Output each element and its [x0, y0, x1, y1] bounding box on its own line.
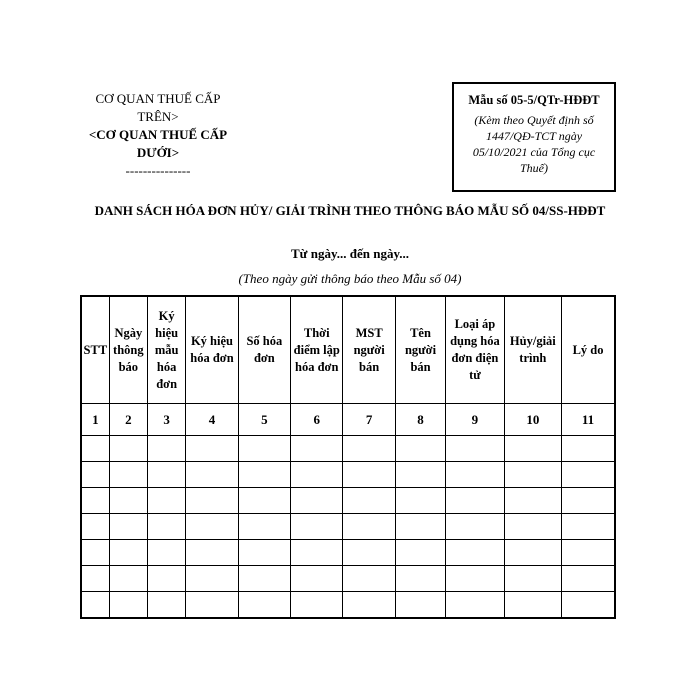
- col-header-seller-name: Tên người bán: [395, 296, 445, 404]
- table-cell: [186, 566, 238, 592]
- table-cell: [186, 540, 238, 566]
- table-cell: [81, 540, 109, 566]
- column-number: 5: [238, 404, 290, 436]
- table-cell: [562, 592, 615, 619]
- form-code-box: [452, 82, 616, 192]
- col-header-issue-time: Thời điểm lập hóa đơn: [291, 296, 343, 404]
- col-header-invoice-number: Số hóa đơn: [238, 296, 290, 404]
- table-cell: [109, 566, 147, 592]
- table-cell: [147, 436, 185, 462]
- form-reference: (Kèm theo Quyết định số 1447/QĐ-TCT ngày 05/10/2021 của Tổng cục Thuế): [472, 113, 596, 175]
- column-number: 2: [109, 404, 147, 436]
- table-cell: [291, 514, 343, 540]
- col-header-stt: STT: [81, 296, 109, 404]
- table-cell: [291, 436, 343, 462]
- table-cell: [446, 566, 504, 592]
- column-number-row: [81, 404, 615, 436]
- form-code: Mẫu số 05-5/QTr-HĐĐT: [468, 93, 600, 107]
- table-cell: [291, 462, 343, 488]
- table-cell: [343, 592, 395, 619]
- table-cell: [238, 592, 290, 619]
- table-cell: [109, 488, 147, 514]
- table-cell: [109, 436, 147, 462]
- table-cell: [446, 592, 504, 619]
- table-cell: [81, 488, 109, 514]
- col-header-cancel-explain: Hủy/giải trình: [504, 296, 561, 404]
- date-range: Từ ngày... đến ngày...: [291, 246, 409, 261]
- col-header-seller-tax-id: MST người bán: [343, 296, 395, 404]
- table-cell: [562, 514, 615, 540]
- superior-agency-line-1: CƠ QUAN THUẾ CẤP: [95, 91, 221, 106]
- table-cell: [81, 514, 109, 540]
- invoice-list-table: [80, 295, 616, 619]
- table-cell: [186, 592, 238, 619]
- column-number: 10: [504, 404, 561, 436]
- table-cell: [238, 488, 290, 514]
- table-cell: [504, 540, 561, 566]
- table-cell: [343, 566, 395, 592]
- document-title: DANH SÁCH HÓA ĐƠN HỦY/ GIẢI TRÌNH THEO THÔNG BÁO MẪU SỐ 04/SS-HĐĐT: [94, 203, 606, 218]
- table-cell: [446, 514, 504, 540]
- column-number: 4: [186, 404, 238, 436]
- table-cell: [238, 436, 290, 462]
- subordinate-agency-line-2: DƯỚI>: [136, 145, 180, 160]
- table-cell: [395, 514, 445, 540]
- table-cell: [446, 488, 504, 514]
- table-cell: [395, 488, 445, 514]
- table-cell: [81, 592, 109, 619]
- table-cell: [504, 566, 561, 592]
- table-cell: [291, 592, 343, 619]
- table-cell: [562, 436, 615, 462]
- table-cell: [238, 514, 290, 540]
- table-row: [81, 488, 615, 514]
- column-number: 9: [446, 404, 504, 436]
- table-row: [81, 566, 615, 592]
- table-cell: [109, 540, 147, 566]
- table-cell: [109, 514, 147, 540]
- column-number: 3: [147, 404, 185, 436]
- table-cell: [186, 514, 238, 540]
- tax-agency-header: [78, 90, 238, 180]
- table-cell: [147, 566, 185, 592]
- table-cell: [395, 462, 445, 488]
- table-cell: [562, 462, 615, 488]
- table-row: [81, 462, 615, 488]
- table-cell: [343, 462, 395, 488]
- table-cell: [343, 488, 395, 514]
- column-number: 11: [562, 404, 615, 436]
- table-cell: [238, 566, 290, 592]
- col-header-template-symbol: Ký hiệu mẫu hóa đơn: [147, 296, 185, 404]
- table-cell: [186, 436, 238, 462]
- table-cell: [291, 540, 343, 566]
- table-cell: [446, 540, 504, 566]
- table-cell: [562, 566, 615, 592]
- table-cell: [504, 436, 561, 462]
- table-cell: [562, 488, 615, 514]
- table-cell: [81, 436, 109, 462]
- table-cell: [186, 488, 238, 514]
- date-note: (Theo ngày gửi thông báo theo Mẫu số 04): [238, 271, 462, 286]
- column-number: 7: [343, 404, 395, 436]
- table-cell: [504, 514, 561, 540]
- table-row: [81, 592, 615, 619]
- table-cell: [147, 488, 185, 514]
- subordinate-agency-line-1: <CƠ QUAN THUẾ CẤP: [88, 127, 228, 142]
- table-cell: [446, 462, 504, 488]
- table-cell: [147, 592, 185, 619]
- table-cell: [504, 488, 561, 514]
- table-row: [81, 514, 615, 540]
- table-cell: [343, 436, 395, 462]
- col-header-notice-date: Ngày thông báo: [109, 296, 147, 404]
- table-cell: [147, 540, 185, 566]
- col-header-invoice-symbol: Ký hiệu hóa đơn: [186, 296, 238, 404]
- table-cell: [343, 540, 395, 566]
- table-cell: [238, 540, 290, 566]
- table-cell: [109, 592, 147, 619]
- table-cell: [343, 514, 395, 540]
- table-cell: [395, 592, 445, 619]
- table-cell: [81, 566, 109, 592]
- column-number: 8: [395, 404, 445, 436]
- table-row: [81, 436, 615, 462]
- table-cell: [109, 462, 147, 488]
- table-cell: [446, 436, 504, 462]
- col-header-reason: Lý do: [562, 296, 615, 404]
- table-cell: [238, 462, 290, 488]
- table-row: [81, 540, 615, 566]
- column-number: 1: [81, 404, 109, 436]
- col-header-einvoice-type: Loại áp dụng hóa đơn điện tử: [446, 296, 504, 404]
- agency-separator: ---------------: [125, 163, 191, 178]
- table-cell: [562, 540, 615, 566]
- table-cell: [291, 488, 343, 514]
- table-header-row: [81, 296, 615, 404]
- superior-agency-line-2: TRÊN>: [137, 109, 179, 124]
- table-cell: [395, 436, 445, 462]
- table-cell: [186, 462, 238, 488]
- table-cell: [395, 540, 445, 566]
- column-number: 6: [291, 404, 343, 436]
- table-cell: [504, 592, 561, 619]
- table-cell: [291, 566, 343, 592]
- table-cell: [147, 462, 185, 488]
- table-cell: [504, 462, 561, 488]
- table-cell: [395, 566, 445, 592]
- table-cell: [147, 514, 185, 540]
- table-cell: [81, 462, 109, 488]
